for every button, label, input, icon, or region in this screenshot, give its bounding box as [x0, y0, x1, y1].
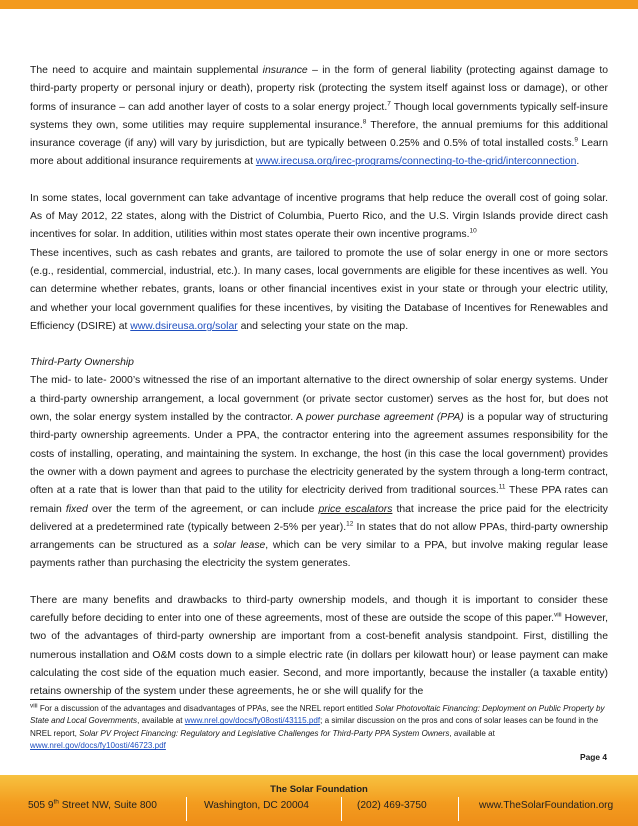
- paragraph-benefits: There are many benefits and drawbacks to third-party ownership models, and though it is important to consider these carefully before deciding to enter into one of these agreements, most of these are outside the scope of this paper.$^{viii}$ However, two of the advantages of third-party ownership are important from a cost-benefit analysis standpoint. First, distilling the numerous installation and O&M costs down to a simple electric rate (in dollars per kilowatt hour) or lease payment can make calculating the cost side of the equation much easier. Second, and more importantly, because the installer (a taxable entity) retains ownership of the system under these agreements, he or she will qualify for the: [30, 594, 608, 698]
- page-number: Page 4: [579, 752, 607, 762]
- footnote-ref[interactable]: 11: [498, 483, 506, 491]
- footer-bar: [0, 775, 638, 826]
- nrel-link-2[interactable]: www.nrel.gov/docs/fy10osti/46723.pdf: [30, 741, 166, 751]
- footnote: $^{viii}$ For a discussion of the advantages and disadvantages of PPAs, see the NREL report entitled Solar Photovoltaic Financing: Deployment on Public Property by State and Local Governments, available at www.nrel.gov/docs/fy08osti/43115.pdf; a similar discussion on the pros and cons of solar leases can be found in the NREL report, Solar PV Project Financing: Regulatory and Legislative Challenges for Third-Party PPA System Owners, available at www.nrel.gov/docs/fy10osti/46723.pdf: [30, 702, 605, 751]
- section-heading: Third-Party Ownership: [30, 357, 134, 369]
- paragraph-incentives: In some states, local government can take advantage of incentive programs that help reduce the overall cost of going solar. As of May 2012, 22 states, along with the District of Columbia, Puerto Rico, and the U.S. Virgin Islands provide direct cash incentives for solar. In addition, utilities within most states operate their own incentive programs.$^{10}$: [30, 192, 608, 241]
- paragraph-incentives-detail: These incentives, such as cash rebates and grants, are tailored to promote the use of solar energy in one or more sectors (e.g., residential, commercial, industrial, etc.). In many cases, local governments are eligible for these incentives as well. You can determine whether rebates, grants, loans or other financial incentives exist in your state or through your electric utility, and whether your local government qualifies for these incentives, by visiting the Database of Incentives for Renewables and Efficiency (DSIRE) at www.dsireusa.org/solar and selecting your state on the map.: [30, 247, 608, 332]
- footer-website[interactable]: www.TheSolarFoundation.org: [479, 800, 614, 811]
- footnote-divider: [30, 699, 180, 700]
- footnote-ref[interactable]: 9: [574, 136, 579, 144]
- footnote-ref[interactable]: 12: [346, 520, 354, 528]
- footer-phone: (202) 469-3750: [357, 800, 427, 811]
- footer-org-name: The Solar Foundation: [270, 784, 368, 795]
- footnote-ref[interactable]: 10: [469, 227, 477, 235]
- nrel-link-1[interactable]: www.nrel.gov/docs/fy08osti/43115.pdf: [184, 716, 321, 726]
- top-accent-bar: [0, 0, 638, 9]
- footer-divider: [458, 797, 459, 821]
- footer-address: 505 9th Street NW, Suite 800: [28, 798, 157, 811]
- footer-divider: [186, 797, 187, 821]
- footer-divider: [341, 797, 342, 821]
- paragraph-third-party: The mid- to late- 2000’s witnessed the rise of an important alternative to the direct ownership of solar energy systems. Under a third-party ownership arrangement, a local government (or private sector customer) serves as the host for, but does not own, the solar energy system installed by the contractor. A power purchase agreement (PPA) is a popular way of structuring third-party ownership agreements. Under a PPA, the contractor entering into the agreement assumes responsibility for the costs of installing, operating, and maintaining the system. In exchange, the host (in this case the local government) provides the owner with a down payment and agrees to purchase the electricity generated by the system through a long-term contract, often at a rate that is lower than that paid to the utility for electricity derived from traditional sources.$^{11}$ These PPA rates can remain fixed over the term of the agreement, or can include price escalators that increase the price paid for the electricity delivered at a predetermined rate (typically between 2-5% per year).$^{12}$ In states that do not allow PPAs, third-party ownership arrangements can be structured as a solar lease, which can be very similar to a PPA, but involve making regular lease payments rather than purchasing the electricity the system generates.: [30, 375, 609, 570]
- footnote-ref[interactable]: 7: [387, 100, 391, 108]
- page-body: [30, 62, 608, 702]
- footnote-marker: viii: [30, 702, 38, 710]
- footnote-ref[interactable]: 8: [362, 118, 367, 126]
- irec-link[interactable]: www.irecusa.org/irec-programs/connecting-to-the-grid/interconnection: [255, 156, 577, 168]
- dsire-link[interactable]: www.dsireusa.org/solar: [130, 320, 238, 332]
- footnote-ref[interactable]: viii: [554, 611, 562, 619]
- paragraph-insurance: The need to acquire and maintain supplemental insurance – in the form of general liability (protecting against damage to third-party property or personal injury or death), property risk (protecting the system itself against loss or damage), or other forms of insurance – can add another layer of costs to a solar energy project.$^7$ Though local governments typically self-insure systems they own, some utilities may require supplemental insurance.$^8$ Therefore, the annual premiums for this additional insurance coverage (if any) will vary by jurisdiction, but are typically between 0.25% and 0.5% of total installed costs.$^9$ Learn more about additional insurance requirements at www.irecusa.org/irec-programs/connecting-to-the-grid/interconnection.: [30, 65, 609, 168]
- footer-city: Washington, DC 20004: [204, 800, 309, 811]
